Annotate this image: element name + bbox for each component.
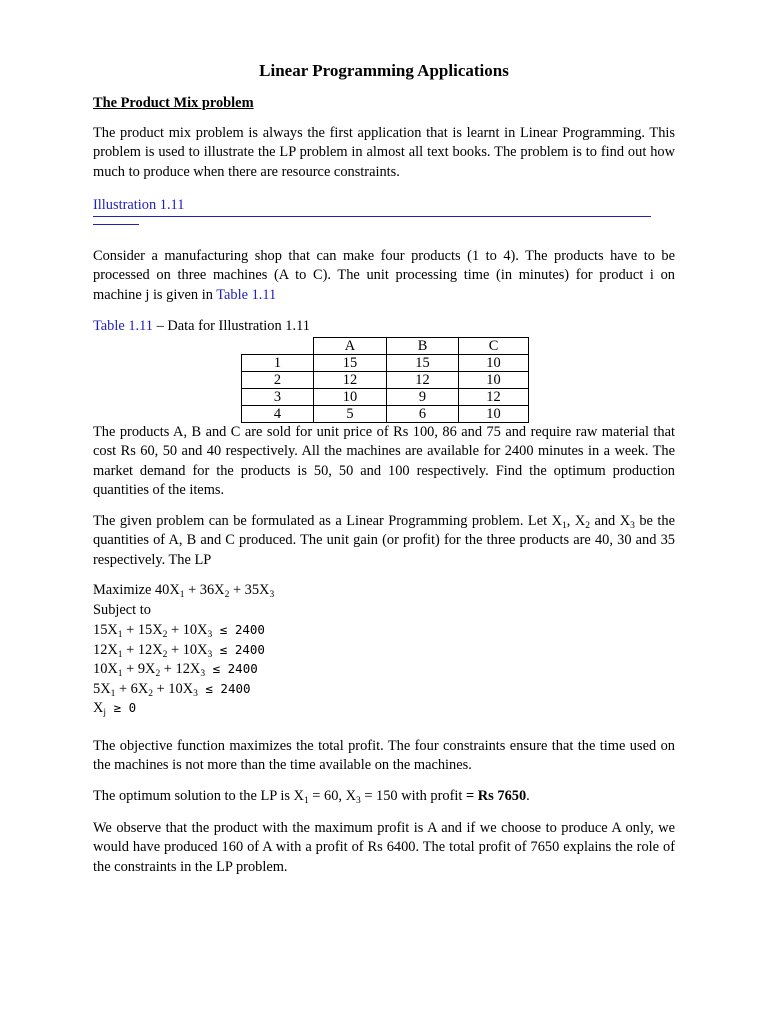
lp-nonnegativity: $X_j \ge 0$ <box>93 700 137 718</box>
optimum-text: = 150 with profit <box>360 788 466 804</box>
page-title: Linear Programming Applications <box>259 61 509 80</box>
table-row <box>242 372 529 389</box>
lp-objective-text: Maximize 40X <box>93 582 180 598</box>
lp-term: + 10X <box>153 680 194 697</box>
table-header-row <box>242 338 529 355</box>
table-header-cell <box>242 338 314 355</box>
table-row <box>242 389 529 406</box>
table-reference-link[interactable]: Table 1.11 <box>216 286 277 303</box>
table-row <box>242 406 529 423</box>
lp-objective: Maximize $40X_1 + 36X_2 + 35X_3$ <box>93 582 275 600</box>
lp-rhs: ≤ 2400 <box>212 641 265 657</box>
lp-rhs: ≤ 2400 <box>212 622 265 637</box>
optimum-text: . <box>526 788 530 804</box>
prices-paragraph: The products A, B and C are sold for unit price of Rs 100, 86 and 75 and require raw material that cost Rs 60, 50 and 40 respectively. All the machines are available for 2400 minutes in a week. The market demand for the products is 50, 50 and 100 respectively. Find the optimum production quantities of the items. <box>93 424 675 499</box>
lp-constraint: $10X_1 + 9X_2 + 12X_3 \le 2400$ <box>93 661 258 679</box>
lp-term: + 12X <box>122 641 163 658</box>
table-cell: 12 <box>387 372 459 389</box>
illustration-link[interactable]: Illustration 1.11 <box>93 197 185 213</box>
lp-objective-term: + 35X <box>229 582 270 598</box>
formulation-paragraph: The given problem can be formulated as a Linear Programming problem. Let $X_1$, $X_2$ and $X_3$ be the quantities of A, B and C produced. The unit gain (or profit) for the three products are 40, 30 and 35 respectively. The LP <box>93 513 675 568</box>
problem-paragraph <box>93 247 675 305</box>
table-cell: 1 <box>242 355 314 372</box>
optimum-text: The optimum solution to the LP is X <box>93 788 304 804</box>
table-cell: 6 <box>387 406 459 423</box>
table-caption-ref[interactable]: Table 1.11 <box>93 318 153 334</box>
table-cell: 5 <box>314 406 387 423</box>
lp-constraint: $15X_1 + 15X_2 + 10X_3 \le 2400$ <box>93 622 265 640</box>
lp-rhs: ≤ 2400 <box>205 661 258 676</box>
table-header-cell: C <box>459 338 529 355</box>
problem-text: Consider a manufacturing shop that can make four products (1 to 4). The products have to be processed on three machines (A to C). The unit processing time (in minutes) for product i on machine j is given in <box>93 248 675 303</box>
table-header-cell: B <box>387 338 459 355</box>
table-cell: 9 <box>387 389 459 406</box>
lp-term: 15X <box>93 622 118 638</box>
lp-nonneg-rhs: ≥ 0 <box>106 700 137 715</box>
section-heading: The Product Mix problem <box>93 95 254 111</box>
formulation-text-rest: be the quantities of A, B and C produced. The unit gain (or profit) for the three products are 40, 30 and 35 respectively. The LP <box>93 513 675 568</box>
table-cell: 10 <box>459 372 529 389</box>
objective-paragraph: The objective function maximizes the total profit. The four constraints ensure that the time used on the machines is not more than the time available on the machines. <box>93 738 675 774</box>
formulation-text-and: and X <box>589 513 631 529</box>
optimum-paragraph: The optimum solution to the LP is $X_1 = 60$, $X_3 = 150$ with profit = Rs 7650. <box>93 788 530 806</box>
lp-constraint: $12X_1 + 12X_2 + 10X_3 \le 2400$ <box>93 641 265 660</box>
table-cell: 2 <box>242 372 314 389</box>
table-cell: 10 <box>314 389 387 406</box>
table-cell: 12 <box>459 389 529 406</box>
lp-term: + 9X <box>122 661 156 677</box>
optimum-profit: = Rs 7650 <box>465 788 527 804</box>
data-table <box>241 337 529 423</box>
observation-paragraph: We observe that the product with the maximum profit is A and if we choose to produce A only, we would have produced 160 of A with a profit of Rs 6400. The total profit of 7650 explains the role of the constraints in the LP problem. <box>93 820 675 875</box>
lp-term: + 10X <box>167 622 208 638</box>
lp-term: + 10X <box>167 641 208 658</box>
lp-subject-to: Subject to <box>93 601 151 618</box>
table-cell: 3 <box>242 389 314 406</box>
lp-term: 10X <box>93 661 118 677</box>
lp-term: 12X <box>93 641 118 658</box>
lp-term: 5X <box>93 680 111 697</box>
lp-term: + 15X <box>122 622 163 638</box>
table-row <box>242 355 529 372</box>
table-cell: 10 <box>459 355 529 372</box>
lp-term: + 6X <box>115 680 149 697</box>
intro-paragraph: The product mix problem is always the first application that is learnt in Linear Programming. This problem is used to illustrate the LP problem in almost all text books. The problem is to find out how much to produce when there are resource constraints. <box>93 125 675 180</box>
table-caption-text: – Data for Illustration 1.11 <box>156 318 310 334</box>
lp-model <box>93 581 493 718</box>
lp-constraint: $5X_1 + 6X_2 + 10X_3 \le 2400$ <box>93 680 251 699</box>
table-header-cell: A <box>314 338 387 355</box>
table-caption <box>93 317 310 336</box>
table-cell: 10 <box>459 406 529 423</box>
table-cell: 12 <box>314 372 387 389</box>
optimum-text: = 60, X <box>308 788 356 804</box>
lp-term: + 12X <box>160 661 201 677</box>
formulation-text: The given problem can be formulated as a Linear Programming problem. Let X <box>93 513 562 529</box>
table-cell: 15 <box>314 355 387 372</box>
lp-rhs: ≤ 2400 <box>197 680 251 696</box>
table-cell: 4 <box>242 406 314 423</box>
illustration-rule-continued <box>93 224 139 225</box>
table-cell: 15 <box>387 355 459 372</box>
lp-objective-term: + 36X <box>184 582 225 598</box>
